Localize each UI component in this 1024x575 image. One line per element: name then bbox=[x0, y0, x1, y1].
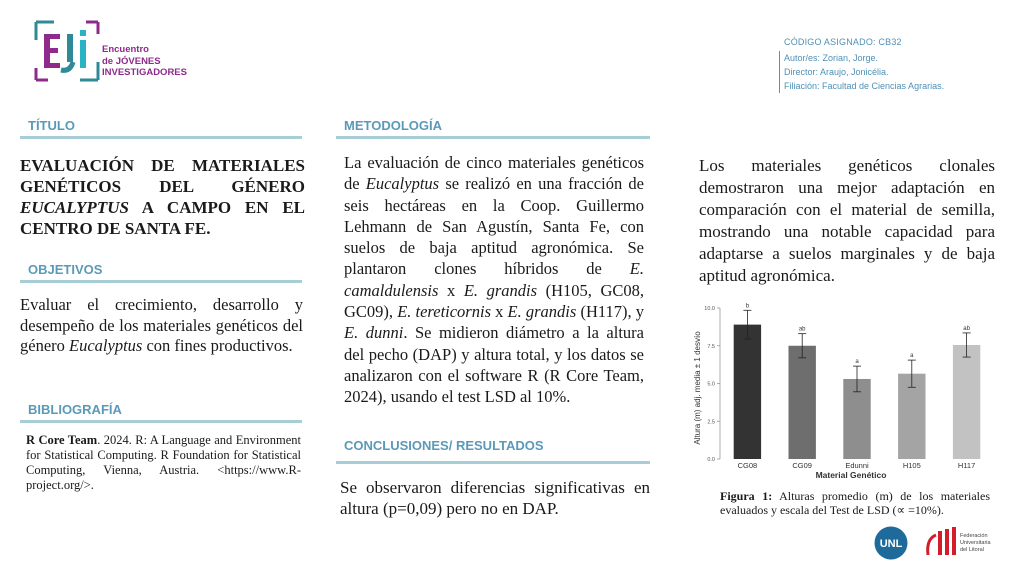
divider bbox=[20, 136, 302, 139]
bar-h117 bbox=[953, 345, 980, 459]
fuel-logo bbox=[924, 525, 1014, 561]
divider bbox=[20, 280, 302, 283]
x-tick-label: CG09 bbox=[792, 461, 812, 470]
unl-logo bbox=[874, 526, 908, 560]
figure-caption: Figura 1: Alturas promedio (m) de los materiales evaluados y escala del Test de LSD (∝ =10%). bbox=[720, 489, 990, 517]
section-bibliografia-heading: BIBLIOGRAFÍA bbox=[28, 402, 122, 417]
significance-letter: a bbox=[910, 353, 914, 360]
bibliografia-text: R Core Team. 2024. R: A Language and Environment for Statistical Computing. R Foundation for Statistical Computing, Vienna, Austria. <https://www.R-project.org/>. bbox=[26, 433, 301, 492]
section-title-heading: TÍTULO bbox=[28, 118, 75, 133]
y-tick-label: 0.0 bbox=[707, 457, 715, 463]
x-tick-label: Edunni bbox=[845, 461, 869, 470]
metodologia-text: La evaluación de cinco materiales genéticos de Eucalyptus se realizó en una fracción de seis hectáreas en la Coop. Guillermo Lehmann de San Agustín, Santa Fe, con suelos de baja aptitud agronómica. Se plantaron clones híbridos de E. camaldulensis x E. grandis (H105, GC08, GC09), E. tereticornis x E. grandis (H117), y E. dunni. Se midieron diámetro a la altura del pecho (DAP) y altura total, y los datos se analizaron con el software R (R Core Team, 2024), usando el test LSD al 10%. bbox=[344, 153, 645, 407]
svg-text:Federación: Federación bbox=[960, 533, 988, 539]
affiliation: Filiación: Facultad de Ciencias Agrarias. bbox=[784, 81, 945, 91]
height-bar-chart bbox=[688, 296, 1000, 481]
authors-block bbox=[779, 51, 944, 93]
significance-letter: a bbox=[855, 359, 859, 366]
y-axis-label: Altura (m) adj. media ± 1 desvío bbox=[693, 331, 702, 445]
section-metodologia-heading: METODOLOGÍA bbox=[344, 118, 442, 133]
conclusiones-text: Se observaron diferencias significativas en altura (p=0,09) pero no en DAP. bbox=[340, 478, 650, 518]
bar-cg09 bbox=[789, 346, 816, 459]
objetivos-text: Evaluar el crecimiento, desarrollo y desempeño de los materiales genéticos del género Eucalyptus con fines productivos. bbox=[20, 295, 303, 355]
divider bbox=[336, 136, 650, 139]
x-axis-label: Material Genético bbox=[815, 470, 887, 480]
divider bbox=[336, 461, 650, 464]
x-tick-label: CG08 bbox=[737, 461, 758, 470]
significance-letter: ab bbox=[798, 326, 806, 333]
section-objetivos-heading: OBJETIVOS bbox=[28, 262, 103, 277]
significance-letter: b bbox=[745, 303, 750, 310]
y-tick-label: 5.0 bbox=[707, 381, 715, 388]
resultados-text: Los materiales genéticos clonales demostraron una mejor adaptación en comparación con el material de semilla, mostrando una notable capacidad para adaptarse a suelos marginales y de baja aptitud agronómica. bbox=[699, 156, 995, 285]
divider bbox=[20, 420, 302, 423]
director: Director: Araujo, Jonicélia. bbox=[784, 67, 889, 77]
eji-logo bbox=[34, 20, 100, 82]
x-tick-label: H105 bbox=[902, 461, 921, 470]
significance-letter: ab bbox=[963, 325, 970, 332]
assigned-code: CÓDIGO ASIGNADO: CB32 bbox=[784, 37, 902, 47]
x-tick-label: H117 bbox=[957, 461, 976, 470]
authors: Autor/es: Zorian, Jorge. bbox=[784, 53, 879, 63]
svg-text:Universitaria: Universitaria bbox=[960, 540, 991, 546]
y-tick-label: 2.5 bbox=[707, 419, 715, 426]
y-tick-label: 10.0 bbox=[704, 306, 715, 312]
svg-text:UNL: UNL bbox=[879, 538, 903, 550]
y-tick-label: 7.5 bbox=[707, 343, 715, 350]
event-name: Encuentro de JÓVENES INVESTIGADORES bbox=[102, 44, 187, 78]
bar-cg08 bbox=[734, 325, 761, 459]
poster-title: EVALUACIÓN DE MATERIALES GENÉTICOS DEL GÉNERO EUCALYPTUS A CAMPO EN EL CENTRO DE SANTA FE. bbox=[20, 156, 305, 238]
section-conclusiones-heading: CONCLUSIONES/ RESULTADOS bbox=[344, 438, 544, 453]
svg-text:del Litoral: del Litoral bbox=[960, 547, 984, 553]
